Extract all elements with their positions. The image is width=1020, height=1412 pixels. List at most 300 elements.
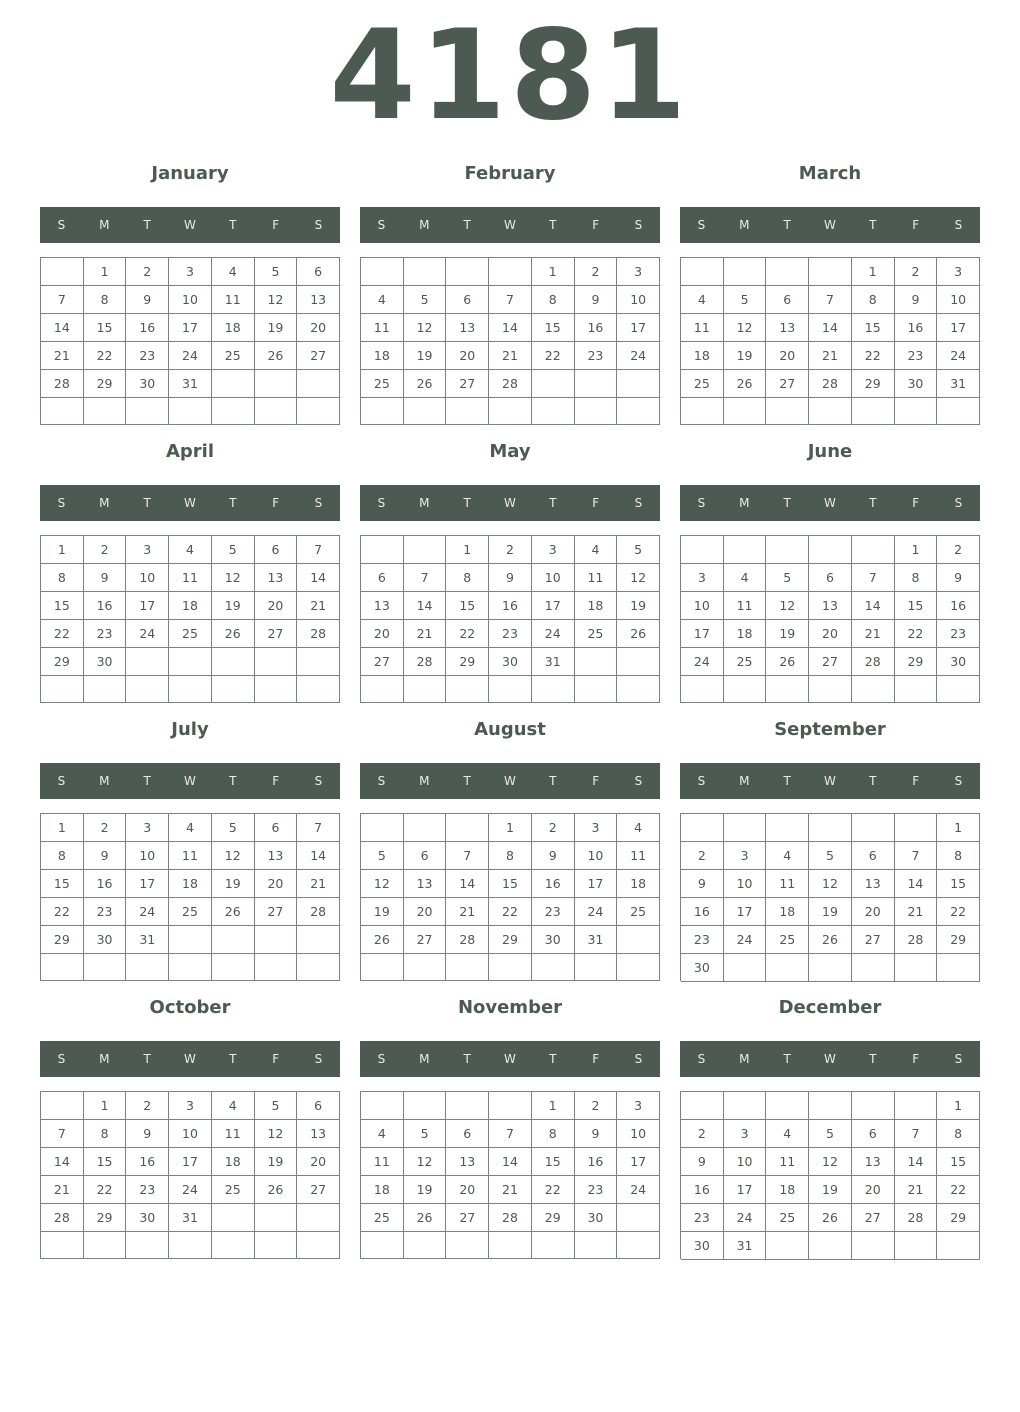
weekday-label: T <box>143 218 151 232</box>
day-cell: 5 <box>724 286 767 314</box>
day-grid <box>680 257 980 425</box>
day-cell: 9 <box>84 564 127 592</box>
weekday-label: T <box>143 774 151 788</box>
weekday-label: F <box>592 774 600 788</box>
weekday-header <box>360 1041 660 1077</box>
day-cell: 22 <box>937 898 980 926</box>
day-cell: 31 <box>575 926 618 954</box>
weekday-label: T <box>783 774 791 788</box>
empty-day-cell <box>126 954 169 981</box>
weekday-label: T <box>869 218 877 232</box>
day-cell: 8 <box>937 842 980 870</box>
day-cell: 19 <box>212 870 255 898</box>
day-cell: 10 <box>532 564 575 592</box>
day-cell: 29 <box>937 926 980 954</box>
day-cell: 6 <box>361 564 404 592</box>
day-cell: 1 <box>84 258 127 286</box>
day-cell: 11 <box>169 842 212 870</box>
day-cell: 27 <box>297 342 340 370</box>
day-cell: 29 <box>532 1204 575 1232</box>
day-cell: 25 <box>766 1204 809 1232</box>
month-title: September <box>774 719 886 740</box>
day-cell: 30 <box>681 1232 724 1260</box>
day-cell: 23 <box>575 1176 618 1204</box>
day-cell: 26 <box>766 648 809 676</box>
day-cell: 24 <box>617 1176 660 1204</box>
day-cell: 12 <box>212 842 255 870</box>
weekday-label: S <box>954 496 963 510</box>
day-cell: 10 <box>126 564 169 592</box>
empty-day-cell <box>404 536 447 564</box>
empty-day-cell <box>575 676 618 703</box>
day-cell: 17 <box>617 314 660 342</box>
day-cell: 18 <box>724 620 767 648</box>
day-cell: 8 <box>446 564 489 592</box>
day-cell: 9 <box>895 286 938 314</box>
empty-day-cell <box>212 926 255 954</box>
day-cell: 2 <box>575 258 618 286</box>
day-cell: 14 <box>41 1148 84 1176</box>
empty-day-cell <box>895 1232 938 1260</box>
weekday-label: W <box>504 1052 516 1066</box>
day-cell: 9 <box>575 286 618 314</box>
empty-day-cell <box>617 954 660 981</box>
empty-day-cell <box>809 536 852 564</box>
weekday-label: S <box>57 774 66 788</box>
weekday-label: F <box>912 218 920 232</box>
empty-day-cell <box>404 676 447 703</box>
day-cell: 26 <box>404 370 447 398</box>
weekday-label: F <box>272 774 280 788</box>
weekday-label: W <box>824 1052 836 1066</box>
empty-day-cell <box>297 1232 340 1259</box>
weekday-header <box>360 763 660 799</box>
day-cell: 19 <box>404 1176 447 1204</box>
empty-day-cell <box>446 398 489 425</box>
weekday-label: T <box>549 496 557 510</box>
day-cell: 31 <box>169 370 212 398</box>
weekday-label: S <box>697 218 706 232</box>
day-cell: 15 <box>41 870 84 898</box>
empty-day-cell <box>809 814 852 842</box>
day-cell: 6 <box>297 1092 340 1120</box>
empty-day-cell <box>681 258 724 286</box>
day-cell: 10 <box>617 1120 660 1148</box>
day-cell: 28 <box>489 370 532 398</box>
day-cell: 14 <box>895 870 938 898</box>
day-cell: 1 <box>937 1092 980 1120</box>
empty-day-cell <box>255 370 298 398</box>
day-cell: 21 <box>297 870 340 898</box>
empty-day-cell <box>766 1092 809 1120</box>
empty-day-cell <box>809 398 852 425</box>
day-cell: 5 <box>404 1120 447 1148</box>
day-cell: 27 <box>404 926 447 954</box>
weekday-label: F <box>592 218 600 232</box>
weekday-label: M <box>99 218 110 232</box>
weekday-header <box>40 763 340 799</box>
day-cell: 18 <box>681 342 724 370</box>
weekday-label: S <box>377 496 386 510</box>
day-cell: 21 <box>489 1176 532 1204</box>
empty-day-cell <box>617 648 660 676</box>
day-cell: 8 <box>532 1120 575 1148</box>
day-cell: 28 <box>41 370 84 398</box>
day-cell: 10 <box>617 286 660 314</box>
day-cell: 16 <box>126 314 169 342</box>
empty-day-cell <box>575 1232 618 1259</box>
day-cell: 19 <box>212 592 255 620</box>
day-cell: 4 <box>724 564 767 592</box>
day-cell: 13 <box>766 314 809 342</box>
day-cell: 25 <box>212 1176 255 1204</box>
day-cell: 19 <box>809 1176 852 1204</box>
weekday-label: T <box>229 1052 237 1066</box>
day-cell: 3 <box>681 564 724 592</box>
day-cell: 1 <box>41 814 84 842</box>
day-cell: 12 <box>404 314 447 342</box>
day-cell: 11 <box>724 592 767 620</box>
day-cell: 29 <box>895 648 938 676</box>
day-cell: 22 <box>84 342 127 370</box>
day-cell: 30 <box>681 954 724 982</box>
day-cell: 16 <box>937 592 980 620</box>
day-cell: 1 <box>84 1092 127 1120</box>
empty-day-cell <box>404 954 447 981</box>
day-cell: 14 <box>809 314 852 342</box>
empty-day-cell <box>255 398 298 425</box>
day-cell: 11 <box>766 1148 809 1176</box>
day-cell: 4 <box>766 842 809 870</box>
day-cell: 14 <box>895 1148 938 1176</box>
day-cell: 22 <box>895 620 938 648</box>
day-cell: 22 <box>41 898 84 926</box>
weekday-header <box>40 207 340 243</box>
day-cell: 14 <box>489 314 532 342</box>
weekday-label: T <box>463 218 471 232</box>
empty-day-cell <box>852 398 895 425</box>
day-cell: 1 <box>532 258 575 286</box>
day-cell: 27 <box>766 370 809 398</box>
day-cell: 29 <box>41 648 84 676</box>
day-cell: 1 <box>489 814 532 842</box>
empty-day-cell <box>532 676 575 703</box>
day-cell: 18 <box>617 870 660 898</box>
day-cell: 4 <box>766 1120 809 1148</box>
weekday-label: T <box>143 496 151 510</box>
day-cell: 28 <box>852 648 895 676</box>
empty-day-cell <box>297 1204 340 1232</box>
day-cell: 28 <box>404 648 447 676</box>
day-grid <box>40 535 340 703</box>
empty-day-cell <box>169 954 212 981</box>
day-cell: 7 <box>852 564 895 592</box>
day-cell: 18 <box>766 1176 809 1204</box>
day-cell: 21 <box>446 898 489 926</box>
weekday-label: W <box>504 774 516 788</box>
weekday-label: T <box>549 774 557 788</box>
day-cell: 10 <box>575 842 618 870</box>
weekday-label: M <box>739 774 750 788</box>
weekday-header <box>360 207 660 243</box>
empty-day-cell <box>255 1232 298 1259</box>
empty-day-cell <box>724 676 767 703</box>
day-cell: 1 <box>852 258 895 286</box>
weekday-label: W <box>504 496 516 510</box>
empty-day-cell <box>809 1092 852 1120</box>
empty-day-cell <box>766 676 809 703</box>
day-cell: 14 <box>41 314 84 342</box>
day-cell: 23 <box>681 1204 724 1232</box>
empty-day-cell <box>617 1232 660 1259</box>
day-cell: 23 <box>126 1176 169 1204</box>
day-cell: 29 <box>937 1204 980 1232</box>
day-cell: 4 <box>575 536 618 564</box>
weekday-header <box>680 1041 980 1077</box>
day-cell: 23 <box>126 342 169 370</box>
day-cell: 13 <box>809 592 852 620</box>
day-cell: 12 <box>724 314 767 342</box>
day-cell: 1 <box>895 536 938 564</box>
empty-day-cell <box>532 1232 575 1259</box>
day-cell: 20 <box>297 314 340 342</box>
day-cell: 12 <box>255 286 298 314</box>
empty-day-cell <box>212 398 255 425</box>
day-cell: 26 <box>617 620 660 648</box>
day-cell: 8 <box>84 286 127 314</box>
weekday-label: T <box>549 1052 557 1066</box>
day-cell: 13 <box>361 592 404 620</box>
day-cell: 30 <box>84 926 127 954</box>
day-cell: 25 <box>169 898 212 926</box>
weekday-label: M <box>99 774 110 788</box>
empty-day-cell <box>361 536 404 564</box>
weekday-label: T <box>229 218 237 232</box>
day-cell: 25 <box>617 898 660 926</box>
empty-day-cell <box>766 814 809 842</box>
day-cell: 27 <box>255 898 298 926</box>
day-cell: 28 <box>446 926 489 954</box>
day-cell: 30 <box>937 648 980 676</box>
day-cell: 26 <box>255 1176 298 1204</box>
day-cell: 2 <box>84 536 127 564</box>
empty-day-cell <box>212 370 255 398</box>
day-cell: 18 <box>361 342 404 370</box>
day-cell: 24 <box>724 1204 767 1232</box>
day-cell: 15 <box>84 314 127 342</box>
day-cell: 14 <box>446 870 489 898</box>
day-cell: 18 <box>212 314 255 342</box>
day-cell: 31 <box>724 1232 767 1260</box>
day-cell: 10 <box>937 286 980 314</box>
day-cell: 8 <box>489 842 532 870</box>
empty-day-cell <box>766 258 809 286</box>
empty-day-cell <box>126 398 169 425</box>
day-cell: 24 <box>532 620 575 648</box>
empty-day-cell <box>724 536 767 564</box>
empty-day-cell <box>724 954 767 982</box>
day-cell: 21 <box>489 342 532 370</box>
weekday-label: S <box>314 218 323 232</box>
day-cell: 5 <box>809 1120 852 1148</box>
day-cell: 6 <box>297 258 340 286</box>
empty-day-cell <box>41 398 84 425</box>
empty-day-cell <box>297 954 340 981</box>
weekday-label: W <box>184 218 196 232</box>
day-cell: 18 <box>169 870 212 898</box>
day-cell: 26 <box>809 1204 852 1232</box>
day-cell: 20 <box>766 342 809 370</box>
day-cell: 24 <box>169 1176 212 1204</box>
empty-day-cell <box>532 954 575 981</box>
weekday-label: S <box>314 1052 323 1066</box>
empty-day-cell <box>617 398 660 425</box>
day-cell: 5 <box>212 814 255 842</box>
day-cell: 30 <box>84 648 127 676</box>
day-cell: 26 <box>724 370 767 398</box>
day-cell: 23 <box>895 342 938 370</box>
empty-day-cell <box>212 954 255 981</box>
day-grid <box>360 813 660 981</box>
day-cell: 24 <box>126 620 169 648</box>
day-cell: 3 <box>169 1092 212 1120</box>
month-title: November <box>457 997 563 1018</box>
day-cell: 15 <box>41 592 84 620</box>
weekday-label: S <box>697 774 706 788</box>
day-cell: 21 <box>404 620 447 648</box>
day-cell: 25 <box>681 370 724 398</box>
day-cell: 2 <box>532 814 575 842</box>
empty-day-cell <box>41 258 84 286</box>
empty-day-cell <box>297 648 340 676</box>
day-cell: 14 <box>297 564 340 592</box>
day-cell: 17 <box>937 314 980 342</box>
day-cell: 11 <box>617 842 660 870</box>
day-cell: 13 <box>446 314 489 342</box>
day-cell: 27 <box>255 620 298 648</box>
weekday-label: M <box>419 1052 430 1066</box>
empty-day-cell <box>852 1232 895 1260</box>
empty-day-cell <box>446 814 489 842</box>
day-cell: 1 <box>41 536 84 564</box>
day-cell: 27 <box>446 1204 489 1232</box>
day-cell: 26 <box>361 926 404 954</box>
weekday-label: T <box>229 496 237 510</box>
day-cell: 9 <box>126 286 169 314</box>
day-cell: 20 <box>809 620 852 648</box>
empty-day-cell <box>937 398 980 425</box>
empty-day-cell <box>84 1232 127 1259</box>
weekday-label: S <box>377 1052 386 1066</box>
day-cell: 8 <box>852 286 895 314</box>
day-cell: 22 <box>446 620 489 648</box>
day-cell: 7 <box>41 286 84 314</box>
day-cell: 7 <box>895 1120 938 1148</box>
day-cell: 9 <box>937 564 980 592</box>
empty-day-cell <box>169 676 212 703</box>
day-cell: 2 <box>489 536 532 564</box>
day-cell: 8 <box>84 1120 127 1148</box>
weekday-label: S <box>634 496 643 510</box>
day-cell: 3 <box>126 536 169 564</box>
weekday-label: T <box>549 218 557 232</box>
month-title: May <box>489 441 531 462</box>
empty-day-cell <box>617 926 660 954</box>
month-title: July <box>171 719 209 740</box>
day-cell: 17 <box>724 1176 767 1204</box>
day-cell: 20 <box>852 898 895 926</box>
empty-day-cell <box>169 648 212 676</box>
day-cell: 24 <box>126 898 169 926</box>
day-cell: 30 <box>575 1204 618 1232</box>
empty-day-cell <box>895 398 938 425</box>
weekday-label: W <box>504 218 516 232</box>
day-cell: 12 <box>809 1148 852 1176</box>
day-cell: 17 <box>617 1148 660 1176</box>
empty-day-cell <box>809 1232 852 1260</box>
weekday-label: W <box>824 774 836 788</box>
day-cell: 27 <box>446 370 489 398</box>
weekday-label: T <box>869 774 877 788</box>
day-cell: 20 <box>255 592 298 620</box>
day-cell: 4 <box>361 286 404 314</box>
day-cell: 11 <box>169 564 212 592</box>
day-cell: 19 <box>766 620 809 648</box>
day-cell: 3 <box>937 258 980 286</box>
day-cell: 9 <box>489 564 532 592</box>
month-title: January <box>151 163 229 184</box>
weekday-label: M <box>99 1052 110 1066</box>
day-cell: 3 <box>617 258 660 286</box>
empty-day-cell <box>297 676 340 703</box>
empty-day-cell <box>404 814 447 842</box>
empty-day-cell <box>446 954 489 981</box>
empty-day-cell <box>895 814 938 842</box>
empty-day-cell <box>575 398 618 425</box>
day-cell: 25 <box>169 620 212 648</box>
day-cell: 13 <box>297 286 340 314</box>
empty-day-cell <box>852 536 895 564</box>
empty-day-cell <box>41 1232 84 1259</box>
day-cell: 12 <box>617 564 660 592</box>
empty-day-cell <box>724 398 767 425</box>
day-cell: 1 <box>446 536 489 564</box>
day-cell: 29 <box>84 370 127 398</box>
weekday-label: S <box>697 1052 706 1066</box>
day-cell: 21 <box>809 342 852 370</box>
empty-day-cell <box>126 1232 169 1259</box>
empty-day-cell <box>895 1092 938 1120</box>
day-cell: 17 <box>532 592 575 620</box>
weekday-label: T <box>783 218 791 232</box>
weekday-label: M <box>419 774 430 788</box>
day-cell: 16 <box>681 898 724 926</box>
empty-day-cell <box>937 676 980 703</box>
day-cell: 10 <box>724 1148 767 1176</box>
weekday-label: F <box>912 774 920 788</box>
day-cell: 12 <box>404 1148 447 1176</box>
empty-day-cell <box>617 1204 660 1232</box>
day-cell: 16 <box>532 870 575 898</box>
weekday-label: T <box>463 774 471 788</box>
day-cell: 20 <box>446 342 489 370</box>
day-cell: 23 <box>489 620 532 648</box>
weekday-label: T <box>463 496 471 510</box>
empty-day-cell <box>212 676 255 703</box>
day-cell: 18 <box>575 592 618 620</box>
day-cell: 14 <box>489 1148 532 1176</box>
weekday-label: F <box>912 1052 920 1066</box>
